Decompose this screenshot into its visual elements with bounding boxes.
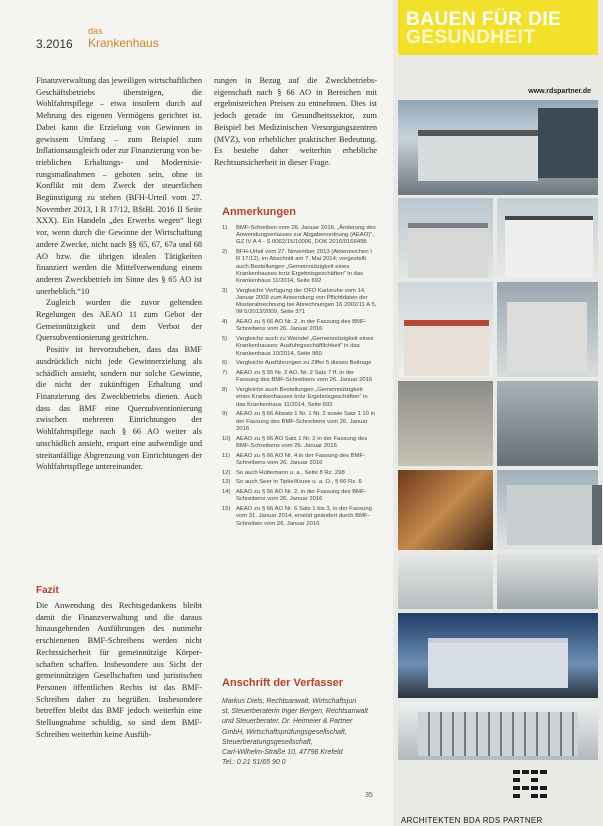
footnote-text: AEAO zu § 55 Nr. 2 AO, Nr. 2 Satz 7 ff. in der Fassung des BMF-Schreibens vom 26. Januar 2016 bbox=[236, 370, 373, 384]
address-line: GmbH, Wirtschaftsprüfungsgesellschaft, bbox=[222, 728, 347, 736]
footnote-text: BFH-Urteil vom 27. November 2013 (Aktenzeichen I R 17/12), im Abschnitt am 7. Mai 2014; vorgestellt auch Bestellungen „Gemeinnützigkeit eines Krankenhauses trotz Ergebnisgeschäften“ in das Krankenhaus 11/2014, Seite 692 bbox=[236, 249, 372, 285]
advertisement bbox=[393, 0, 603, 826]
interior-photo bbox=[497, 381, 598, 466]
building-photo bbox=[398, 198, 493, 278]
address-line: st, Steuerberaterin Inger Bergen, Rechtsanwalt bbox=[222, 708, 368, 716]
footnote-list bbox=[222, 225, 377, 530]
address-line: Markus Diels, Rechtsanwalt, Wirtschaftsjuri bbox=[222, 698, 357, 705]
address-line: und Steuerberater, Dr. Heimeier & Partner bbox=[222, 718, 353, 726]
paragraph: Finanzverwaltung das jeweiligen wirtschaftlichen Geschäftsbetriebs übersteigen, die Wohlfahrtspflege – etwa insofern durch auf Mehrung des eigenen Vermögens gerichtet ist. Dabei kann die Erzielung von Gewinnen in gewissem Umfang – zum Beispiel zum Inflationsausgleich oder zur Finanzierung von betrieblichen Erhaltungs- und Modernisierungsmaßnahmen – geboten sein, ohne in Konflikt mit dem Zweck der steuerlichen Begünstigung zu stehen (BFH-Urteil vom 27. November 2013, I R 17/12, BStBl. 2016 II Seite XXX). Ein Handeln „des Erwerbs wegen“ liegt vor, wenn durch die Gewinne der Wirtschaftung andere Zwecke, nicht nach §§ 65, 67, 67a und 68 AO bzw. die übrigen idealen Tätigkeiten finanziert werden die Mittelverwendung einem anderen Zweckbetrieb im Sinne des § 65 AO ist unerheblich.“10 bbox=[36, 76, 202, 296]
footnote-text: AEAO zu § 66 AO Nr. 4 in der Fassung des BMF-Schreibens vom 26. Januar 2016 bbox=[236, 452, 365, 466]
address-line: Tel.: 0 21 51/65 90 0 bbox=[222, 759, 286, 767]
footnote-text: AEAO zu § 56 AO Nr. 2, in der Fassung des BMF-Schreibens vom 26. Januar 2016 bbox=[236, 489, 367, 503]
footnote-item bbox=[222, 225, 377, 247]
footnote-number: 7) bbox=[222, 370, 228, 377]
fazit-text bbox=[36, 600, 202, 740]
footnote-number: 11) bbox=[222, 452, 231, 459]
footnote-item bbox=[222, 249, 377, 285]
footnote-text: So auch Hüttemann u. a., Seite 8 Rz. 298 bbox=[236, 469, 345, 476]
footnote-text: AEAO zu § 66 Absatz 1 Nr. 1 Nr. 2 sowie Satz 1 10 in der Fassung des BMF-Schreibens vom 26. Januar 2016 bbox=[236, 411, 376, 432]
footnote-item bbox=[222, 360, 377, 367]
ad-headline-1: BAUEN FÜR DIE bbox=[406, 9, 562, 30]
footnote-number: 12) bbox=[222, 469, 231, 476]
footnote-item bbox=[222, 288, 377, 317]
footnote-item bbox=[222, 453, 377, 467]
magazine-logo: das Krankenhaus bbox=[88, 26, 159, 50]
footnote-text: Vergleiche Verfügung der OFD Karlsruhe vom 14. Januar 2009 zum Anwendung von Pflichtdaten der Musterabrechnung bei Abrechnungen 16 2002/11 A 5, IM 5/2013/2009, Seite 371 bbox=[236, 287, 377, 316]
building-photo bbox=[497, 470, 598, 550]
paragraph: Zugleich wurden die zuvor geltenden Regelungen des AEAO 11 zum Gebot der Gemeinnützigkeit und dem Verbot der Quersubventionierung gestrichen. bbox=[36, 298, 202, 343]
footnote-item bbox=[222, 479, 377, 486]
footnote-item bbox=[222, 506, 377, 528]
footnote-text: Vergleiche auch zu Weindel „Gemeinnützigkeit eines Krankenhauses: Ausfuhrgeschäftlichkeit“ in das Krankenhaus 10/2014, Seite 960 bbox=[236, 336, 374, 357]
building-photo bbox=[398, 613, 598, 698]
footnote-item bbox=[222, 336, 377, 358]
address-line: Carl-Wilhelm-Straße 10, 47798 Krefeld bbox=[222, 749, 343, 757]
footnote-text: AEAO zu § 66 AO Nr. 2, in der Fassung des BMF-Schreibens vom 26. Januar 2016 bbox=[236, 319, 367, 333]
footnote-number: 15) bbox=[222, 506, 231, 513]
section-heading-fazit: Fazit bbox=[36, 585, 59, 596]
footnote-item bbox=[222, 411, 377, 433]
section-heading-anmerkungen: Anmerkungen bbox=[222, 206, 296, 218]
footnote-item bbox=[222, 370, 377, 384]
interior-photo bbox=[497, 554, 598, 609]
footnote-number: 14) bbox=[222, 489, 231, 496]
page-number: 35 bbox=[365, 792, 373, 799]
footnote-item bbox=[222, 387, 377, 409]
footnote-item bbox=[222, 470, 377, 477]
ad-headline-2: GESUNDHEIT bbox=[406, 27, 536, 48]
footnote-number: 2) bbox=[222, 249, 228, 256]
footnote-text: Vergleiche Ausführungen zu Ziffer 5 dieses Beitrags bbox=[236, 360, 372, 367]
building-photo bbox=[497, 198, 598, 278]
section-heading-verfasser: Anschrift der Verfasser bbox=[222, 677, 344, 689]
footnote-number: 9) bbox=[222, 411, 228, 418]
footnote-text: BMF-Schreiben vom 26. Januar 2016, „Änderung des Anwendungserlasses zur Abgabenordnung (AEAO)“, GZ IV A 4 - S 0062/15/10006, DOK 2016/0166498 bbox=[236, 225, 376, 246]
footnote-number: 1) bbox=[222, 225, 228, 231]
issue-number: 3.2016 bbox=[36, 37, 73, 51]
author-address bbox=[222, 697, 378, 768]
body-column-right bbox=[214, 75, 377, 169]
footnote-text: So auch Seer in Tipke/Kruse u. a. O., § 66 Rz. 6 bbox=[236, 479, 362, 486]
paragraph: rungen in Bezug auf die Zweckbetriebseigenschaft nach § 66 AO in Bereichen mit ergebnisreichen Preisen zu entnehmen. Dies ist jedoch gerade im Gesundheitssektor, zum Beispiel bei Medizinischen Versorgungszentren (MVZ), von erheblicher praktischer Bedeutung. Es bestehe daher weiterhin erhebliche Rechtsunsicherheit in dieser Frage. bbox=[214, 76, 377, 167]
ad-url-link[interactable]: www.rdspartner.de bbox=[528, 88, 591, 95]
body-column-left bbox=[36, 75, 202, 473]
building-photo bbox=[398, 100, 598, 195]
footnote-number: 10) bbox=[222, 435, 231, 442]
interior-photo bbox=[398, 470, 493, 550]
page-header bbox=[36, 24, 376, 54]
footnote-number: 4) bbox=[222, 319, 228, 326]
footnote-number: 3) bbox=[222, 287, 228, 294]
footnote-text: AEAO zu § 66 AO Satz 1 Nr. 2 in der Fassung des BMF-Schreibens vom 26. Januar 2016 bbox=[236, 435, 368, 449]
paragraph: Die Anwendung des Rechtsgedankens bleibt damit die Finanzverwaltung und die daraus hinausgehenden Ausführungen des nunmehr erschienenen BMF-Schreibens werden nicht Rechtssicherheit für gemeinnützige Körperschaften schaffen. Insbesondere aus Sicht der gemeinnützigen Gesellschaften und juristischen Personen öffentlichen Rechts ist das BMF-Schreiben daher zu begrüßen. Insbesondere betreffen bleibt das BMF jedoch weiterhin eine Stellungnahme schuldig, so sind dem BMF-Schreiben weiterhin keine Ausfüh- bbox=[36, 601, 202, 739]
footnote-item bbox=[222, 436, 377, 450]
footnote-number: 6) bbox=[222, 360, 228, 367]
interior-photo bbox=[398, 554, 493, 609]
footnote-item bbox=[222, 489, 377, 503]
footnote-item bbox=[222, 319, 377, 333]
building-photo bbox=[398, 282, 493, 377]
architect-logo-icon bbox=[513, 770, 549, 806]
address-line: Steuerberatungsgesellschaft, bbox=[222, 738, 313, 746]
interior-photo bbox=[398, 381, 493, 466]
footnote-number: 8) bbox=[222, 387, 228, 394]
building-photo bbox=[398, 702, 598, 760]
footnote-text: AEAO zu § 66 AO Nr. 6 Satz 1 bis 3, in der Fassung vom 31. Januar 2014, ersetzt geändert durch BMF-Schreiben vom 26. Januar 2016 bbox=[236, 506, 372, 527]
ad-company-name: ARCHITEKTEN BDA RDS PARTNER bbox=[401, 816, 543, 825]
footnote-number: 5) bbox=[222, 336, 228, 343]
paragraph: Positiv ist hervorzuheben, dass das BMF ausdrücklich nicht jede Gewinnerzielung als schädlich ansieht, sondern nur solche Gewinne, die nicht der zukünftigen Erhaltung und Finanzierung des Zweckbetriebs dienen. Auch dass das BMF eine Quersubventionierung zwischen mehreren Einrichtungen der Wohlfahrtspflege nach § 66 AO weiter als unschädlich ansieht, erspart eine aufwendige und streitanfällige Abgrenzung von Einrichtungen der Wohlfahrtspflege untereinander. bbox=[36, 345, 202, 472]
footnote-number: 13) bbox=[222, 479, 231, 486]
footnote-text: Vergleiche auch Bestellungen „Gemeinnützigkeit eines Krankenhauses trotz Ergebnisgeschäften“ in das Krankenhaus 11/2014, Seite 692 bbox=[236, 387, 368, 408]
ad-banner bbox=[398, 0, 598, 55]
building-photo bbox=[497, 282, 598, 377]
